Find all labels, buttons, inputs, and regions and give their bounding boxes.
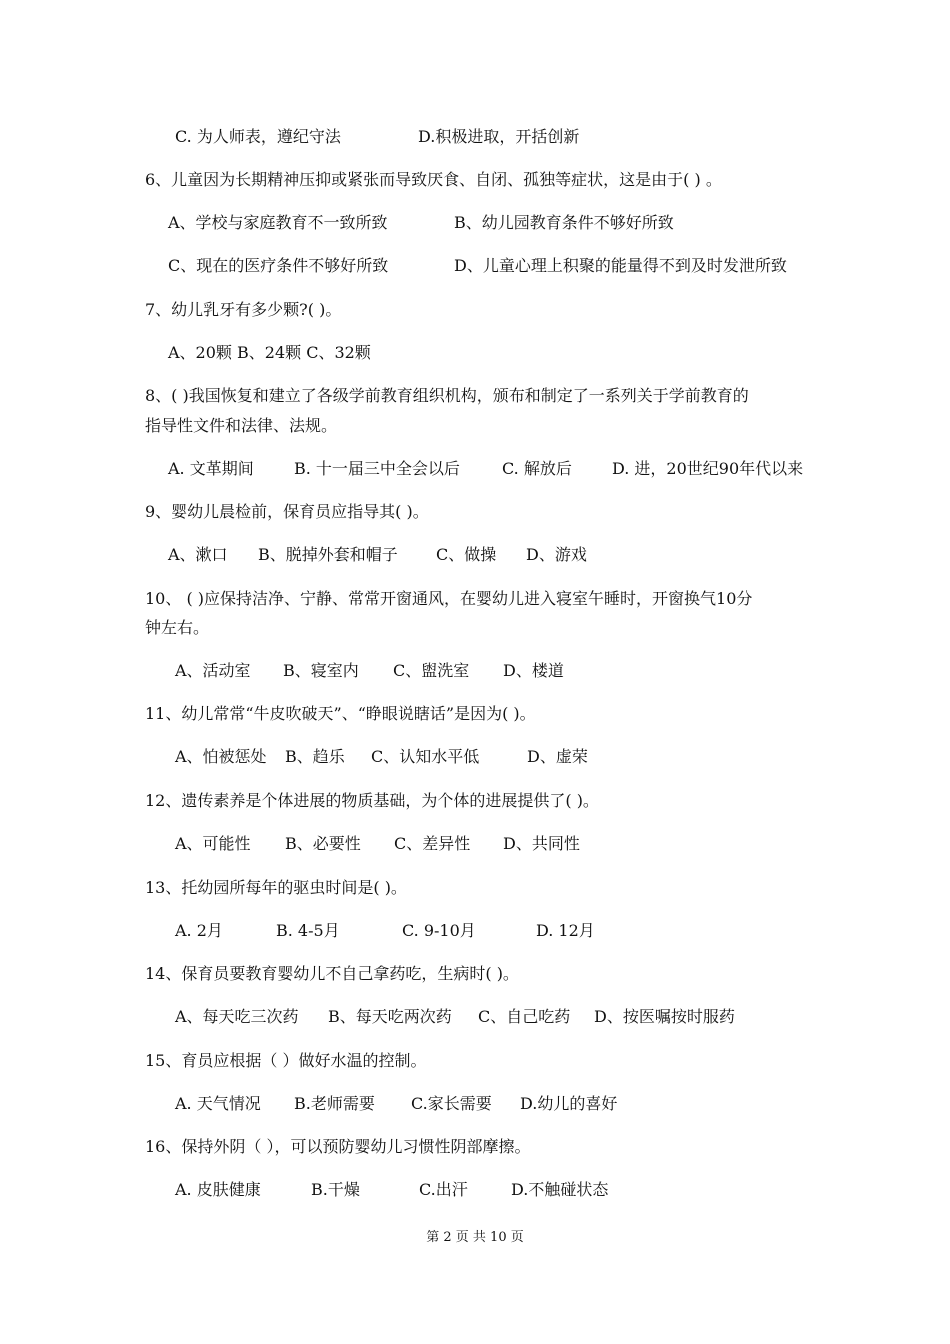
q14-option-c: C、自己吃药 (478, 1007, 571, 1026)
q9-option-b: B、脱掉外套和帽子 (258, 545, 398, 564)
q8-option-d: D. 进，20世纪90年代以来 (612, 459, 804, 478)
q14-stem: 14、保育员要教育婴幼儿不自己拿药吃，生病时( )。 (145, 964, 519, 983)
q16-option-c: C.出汗 (419, 1180, 468, 1199)
q12-option-b: B、必要性 (285, 834, 361, 853)
q13-option-c: C. 9-10月 (402, 921, 476, 940)
q6-stem: 6、儿童因为长期精神压抑或紧张而导致厌食、自闭、孤独等症状，这是由于( ) 。 (145, 170, 722, 189)
q14-option-b: B、每天吃两次药 (328, 1007, 452, 1026)
q10-option-c: C、盥洗室 (393, 661, 470, 680)
q6-options-row2 (168, 256, 868, 276)
q14-option-a: A、每天吃三次药 (175, 1007, 299, 1026)
q8-option-a: A. 文革期间 (168, 459, 254, 478)
q8-option-b: B. 十一届三中全会以后 (294, 459, 460, 478)
q7-options: A、20颗 B、24颗 C、32颗 (168, 343, 371, 362)
q6-option-b: B、幼儿园教育条件不够好所致 (454, 213, 674, 232)
q9-option-a: A、漱口 (168, 545, 228, 564)
q14-options (175, 1007, 875, 1027)
q8-stem-line2: 指导性文件和法律、法规。 (145, 416, 338, 435)
q15-options (175, 1094, 875, 1114)
q16-options (175, 1180, 875, 1200)
q11-option-a: A、怕被惩处 (175, 747, 267, 766)
q16-option-d: D.不触碰状态 (511, 1180, 609, 1199)
page-number-footer: 第 2 页 共 10 页 (426, 1230, 524, 1245)
q12-options (175, 834, 875, 854)
q13-option-a: A. 2月 (175, 921, 223, 940)
q13-option-d: D. 12月 (536, 921, 595, 940)
q8-stem-line1: 8、( )我国恢复和建立了各级学前教育组织机构，颁布和制定了一系列关于学前教育的 (145, 386, 749, 405)
q5-option-d: D.积极进取，开括创新 (418, 127, 580, 146)
q13-options (175, 921, 875, 941)
q10-option-a: A、活动室 (175, 661, 251, 680)
q6-option-a: A、学校与家庭教育不一致所致 (168, 213, 388, 232)
q6-option-d: D、儿童心理上积聚的能量得不到及时发泄所致 (454, 256, 787, 275)
q5-option-c: C. 为人师表，遵纪守法 (175, 127, 341, 146)
q11-option-c: C、认知水平低 (371, 747, 480, 766)
q13-stem: 13、托幼园所每年的驱虫时间是( )。 (145, 878, 407, 897)
q9-option-c: C、做操 (436, 545, 497, 564)
q9-options (168, 545, 868, 565)
q10-options (175, 661, 875, 681)
q15-stem: 15、育员应根据（ ）做好水温的控制。 (145, 1051, 427, 1070)
q12-option-a: A、可能性 (175, 834, 251, 853)
q11-options (175, 747, 875, 767)
q12-option-c: C、差异性 (394, 834, 471, 853)
q15-option-d: D.幼儿的喜好 (520, 1094, 618, 1113)
q13-option-b: B. 4-5月 (276, 921, 340, 940)
q11-option-b: B、趋乐 (285, 747, 345, 766)
q6-option-c: C、现在的医疗条件不够好所致 (168, 256, 389, 275)
q12-option-d: D、共同性 (503, 834, 580, 853)
q12-stem: 12、遗传素养是个体进展的物质基础，为个体的进展提供了( )。 (145, 791, 599, 810)
q5-options (175, 127, 875, 147)
q9-stem: 9、婴幼儿晨检前，保育员应指导其( )。 (145, 502, 429, 521)
q7-stem: 7、幼儿乳牙有多少颗?( )。 (145, 300, 342, 319)
q16-stem: 16、保持外阴（ ），可以预防婴幼儿习惯性阴部摩擦。 (145, 1137, 531, 1156)
q6-options-row1 (168, 213, 868, 233)
q14-option-d: D、按医嘱按时服药 (594, 1007, 735, 1026)
q10-option-d: D、楼道 (503, 661, 564, 680)
q8-option-c: C. 解放后 (502, 459, 572, 478)
q10-stem-line1: 10、 ( )应保持洁净、宁静、常常开窗通风，在婴幼儿进入寝室午睡时，开窗换气10分 (145, 589, 753, 608)
q15-option-a: A. 天气情况 (175, 1094, 261, 1113)
q16-option-b: B.干燥 (311, 1180, 360, 1199)
q15-option-b: B.老师需要 (294, 1094, 375, 1113)
q11-stem: 11、幼儿常常“牛皮吹破天”、“睁眼说瞎话”是因为( )。 (145, 704, 536, 723)
q10-option-b: B、寝室内 (283, 661, 359, 680)
q15-option-c: C.家长需要 (411, 1094, 492, 1113)
q10-stem-line2: 钟左右。 (145, 618, 210, 637)
q9-option-d: D、游戏 (526, 545, 587, 564)
q11-option-d: D、虚荣 (527, 747, 588, 766)
q8-options (168, 459, 868, 479)
q16-option-a: A. 皮肤健康 (175, 1180, 261, 1199)
